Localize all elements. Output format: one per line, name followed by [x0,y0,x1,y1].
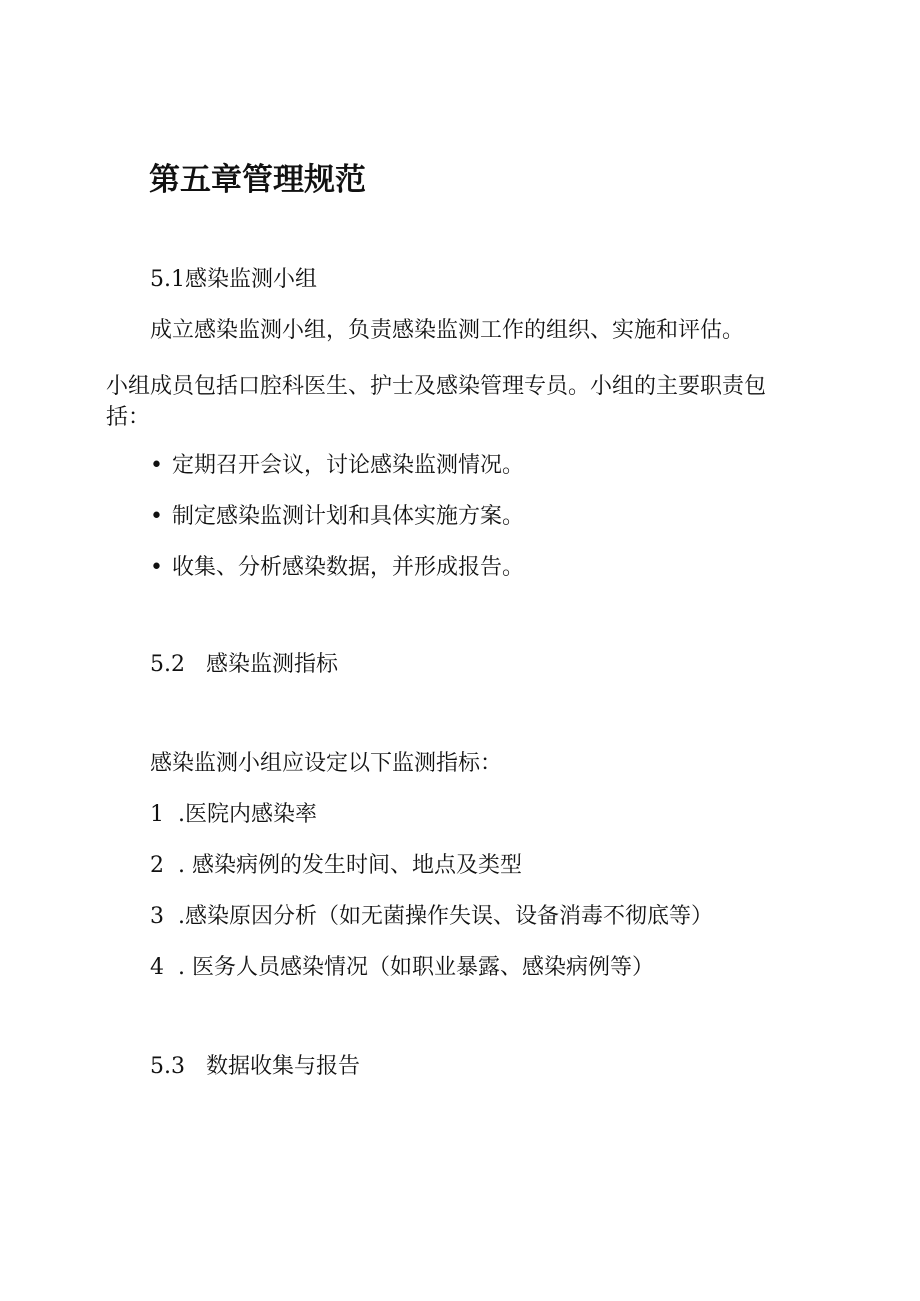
paragraph-group-intro: 成立感染监测小组，负责感染监测工作的组织、实施和评估。 [150,318,745,343]
chapter-title: 第五章管理规范 [149,162,366,198]
list-item: 制定感染监测计划和具体实施方案。 [172,504,525,529]
list-item: 2 . 感染病例的发生时间、地点及类型 [150,853,522,878]
bullet-marker: • [150,453,163,478]
section-heading-5-1: 5.1感染监测小组 [150,267,317,292]
paragraph-members: 小组成员包括口腔科医生、护士及感染管理专员。小组的主要职责包括： [106,374,767,430]
list-item: 收集、分析感染数据，并形成报告。 [172,555,525,580]
bullet-marker: • [150,555,163,580]
paragraph-indicators-intro: 感染监测小组应设定以下监测指标： [150,751,503,776]
section-heading-5-2: 5.2 感染监测指标 [150,652,338,677]
list-item: 4 . 医务人员感染情况（如职业暴露、感染病例等） [150,955,654,980]
list-item: 3 .感染原因分析（如无菌操作失误、设备消毒不彻底等） [150,904,713,929]
list-item: 定期召开会议，讨论感染监测情况。 [172,453,525,478]
list-item: 1 .医院内感染率 [150,802,317,827]
section-heading-5-3: 5.3 数据收集与报告 [150,1054,360,1079]
bullet-marker: • [150,504,163,529]
